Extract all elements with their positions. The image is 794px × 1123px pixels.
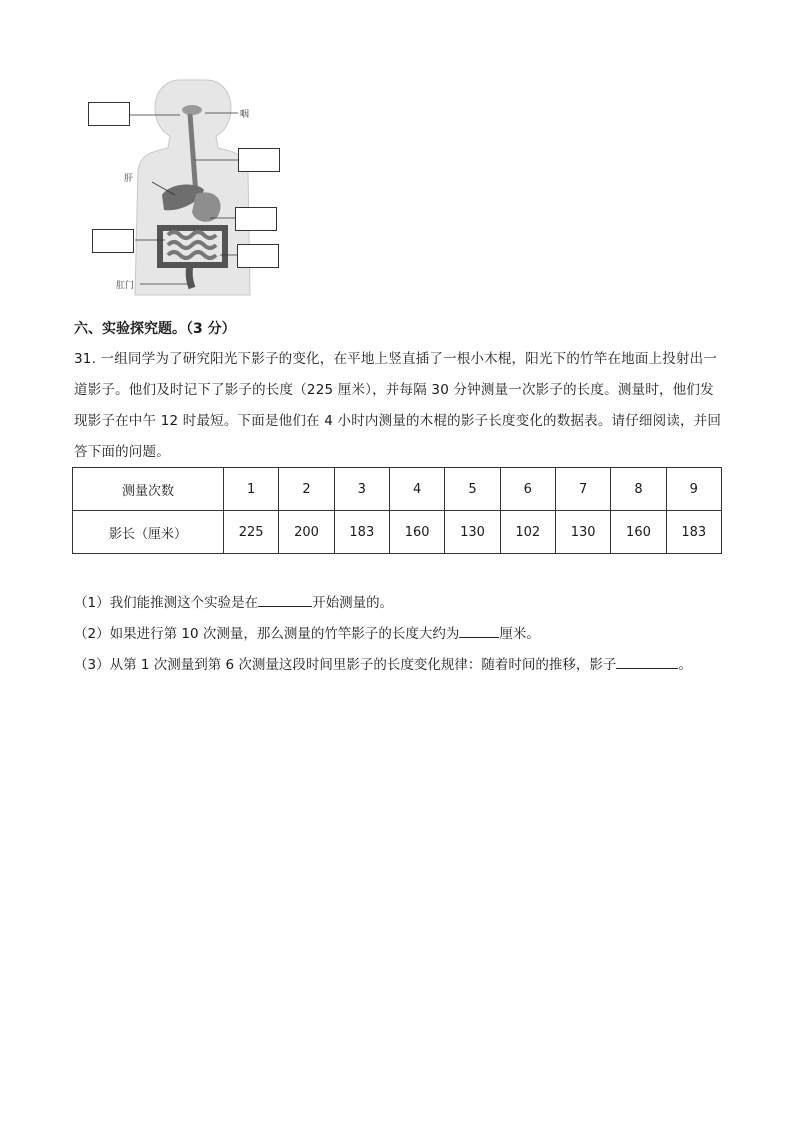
table-header-shadow-length: 影长（厘米）: [73, 511, 224, 554]
organ-label-throat: 咽: [240, 110, 250, 120]
subquestion-1: [74, 591, 393, 611]
table-cell: 9: [666, 468, 721, 511]
table-cell: 7: [555, 468, 610, 511]
table-cell: 200: [279, 511, 334, 554]
table-cell: 2: [279, 468, 334, 511]
subquestion-3-text-after: 。: [678, 657, 692, 673]
table-cell: 1: [224, 468, 279, 511]
organ-label-liver: 肝: [124, 174, 134, 184]
answer-blank-2[interactable]: [459, 623, 499, 638]
label-box-large-intestine[interactable]: [237, 244, 279, 268]
table-cell: 5: [445, 468, 500, 511]
subquestion-1-text-after: 开始测量的。: [312, 595, 394, 611]
table-cell: 3: [334, 468, 389, 511]
table-cell: 160: [611, 511, 666, 554]
table-cell: 160: [389, 511, 444, 554]
label-box-stomach[interactable]: [235, 207, 277, 231]
table-header-measurement-count: 测量次数: [73, 468, 224, 511]
table-cell: 130: [555, 511, 610, 554]
table-cell: 130: [445, 511, 500, 554]
table-cell: 225: [224, 511, 279, 554]
subquestion-2: [74, 622, 540, 642]
label-box-mouth[interactable]: [88, 102, 130, 126]
shadow-length-table: [72, 467, 722, 554]
label-box-esophagus[interactable]: [238, 148, 280, 172]
question-31-text: 31. 一组同学为了研究阳光下影子的变化，在平地上竖直插了一根小木棍，阳光下的竹竿在地面上投射出一道影子。他们及时记下了影子的长度（225 厘米），并每隔 30 分钟测量一次影子的长度。测量时，他们发现影子在中午 12 时最短。下面是他们在 4 小时内测量的木棍的影子长度变化的数据表。请仔细阅读，并回答下面的问题。: [74, 351, 722, 460]
subquestion-3: [74, 653, 692, 673]
answer-blank-3[interactable]: [616, 654, 678, 669]
subquestion-2-text-before: （2）如果进行第 10 次测量，那么测量的竹竿影子的长度大约为: [74, 626, 460, 642]
subquestion-3-text-before: （3）从第 1 次测量到第 6 次测量这段时间里影子的长度变化规律：随着时间的推移，影子: [74, 657, 617, 673]
table-cell: 183: [666, 511, 721, 554]
table-cell: 4: [389, 468, 444, 511]
digestive-system-diagram: [80, 70, 300, 300]
label-box-small-intestine[interactable]: [92, 229, 134, 253]
table-cell: 6: [500, 468, 555, 511]
table-cell: 183: [334, 511, 389, 554]
organ-label-anus: 肛门: [116, 281, 135, 291]
subquestion-1-text-before: （1）我们能推测这个实验是在: [74, 595, 259, 611]
stomach: [192, 192, 221, 221]
table-cell: 8: [611, 468, 666, 511]
rectum: [189, 265, 192, 288]
answer-blank-1[interactable]: [258, 592, 312, 607]
table-row: [73, 511, 722, 554]
table-cell: 102: [500, 511, 555, 554]
section-heading: 六、实验探究题。（3 分）: [74, 321, 236, 337]
table-row: [73, 468, 722, 511]
subquestion-2-text-after: 厘米。: [499, 626, 540, 642]
